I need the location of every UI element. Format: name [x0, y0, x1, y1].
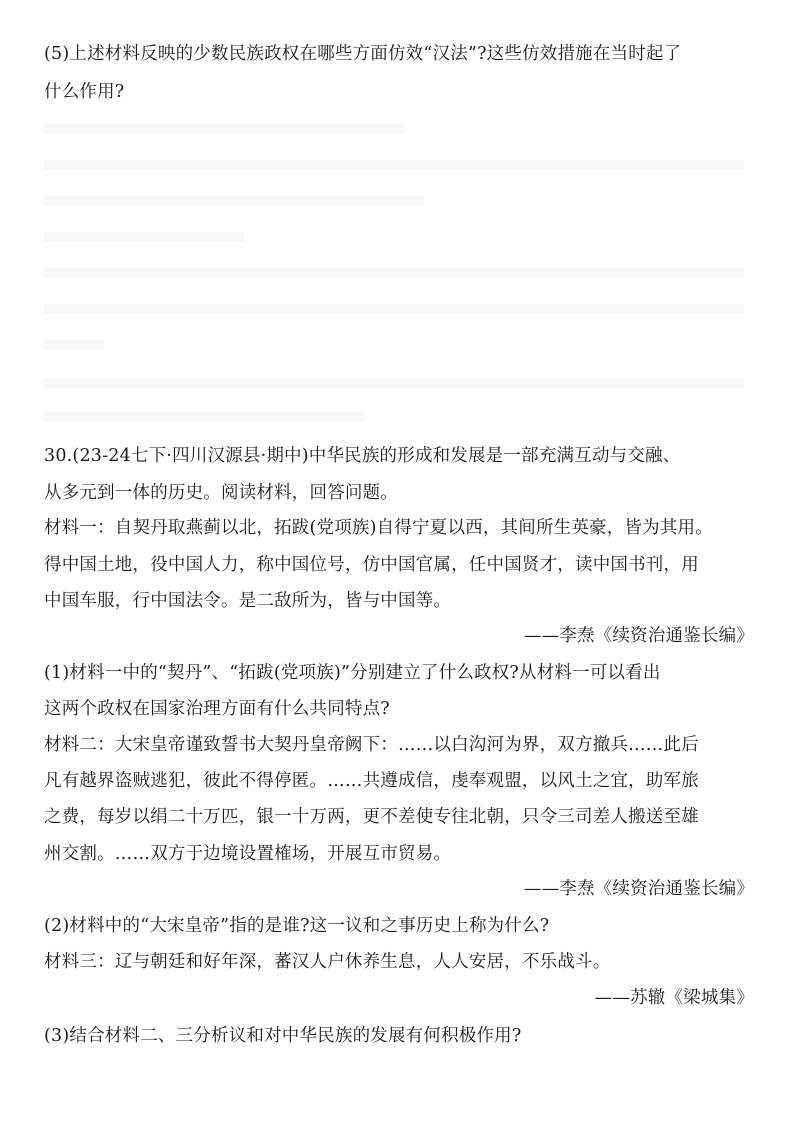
material-1-line-3: 中国车服，行中国法令。是二敌所为，皆与中国等。 [44, 591, 452, 611]
sub-question-3: (3)结合材料二、三分析议和对中华民族的发展有何积极作用? [44, 1026, 522, 1046]
material-2-line-3: 之费，每岁以绢二十万匹，银一十万两，更不差使专往北朝，只令三司差人搬送至雄 [44, 807, 699, 827]
question-5-line-2: 什么作用? [44, 82, 125, 102]
material-3-source: ——苏辙《梁城集》 [594, 988, 754, 1008]
faint-answer-line [44, 160, 744, 170]
sub-question-1-line-1: (1)材料一中的“契丹”、“拓跋(党项族)”分别建立了什么政权?从材料一可以看出 [44, 663, 661, 683]
material-2-line-2: 凡有越界盗贼逃犯，彼此不得停匿。……共遵成信，虔奉观盟，以风土之宜，助军旅 [44, 771, 699, 791]
sub-question-2: (2)材料中的“大宋皇帝”指的是谁?这一议和之事历史上称为什么? [44, 916, 550, 936]
question-30-header-line-1: 30.(23-24七下·四川汉源县·期中)中华民族的形成和发展是一部充满互动与交融、 [44, 446, 681, 466]
faint-answer-line [44, 232, 244, 242]
question-30-header-line-2: 从多元到一体的历史。阅读材料，回答问题。 [44, 483, 398, 503]
material-2-source: ——李焘《续资治通鉴长编》 [523, 879, 754, 899]
faint-answer-line [44, 378, 744, 388]
faint-answer-line [44, 268, 744, 278]
material-1-line-1: 材料一：自契丹取燕蓟以北，拓跋(党项族)自得宁夏以西，其间所生英豪，皆为其用。 [44, 518, 713, 538]
faint-answer-line [44, 196, 424, 206]
faint-answer-line [44, 340, 104, 350]
material-2-line-4: 州交割。……双方于边境设置榷场，开展互市贸易。 [44, 844, 452, 864]
faint-answer-line [44, 412, 364, 422]
sub-question-1-line-2: 这两个政权在国家治理方面有什么共同特点? [44, 699, 390, 719]
material-2-line-1: 材料二：大宋皇帝谨致誓书大契丹皇帝阙下：……以白沟河为界，双方撤兵……此后 [44, 735, 699, 755]
faint-answer-line [44, 304, 744, 314]
material-3-line-1: 材料三：辽与朝廷和好年深，蕃汉人户休养生息，人人安居，不乐战斗。 [44, 952, 611, 972]
question-5-line-1: (5)上述材料反映的少数民族政权在哪些方面仿效“汉法”?这些仿效措施在当时起了 [44, 44, 682, 64]
material-1-source: ——李焘《续资治通鉴长编》 [523, 626, 754, 646]
faint-answer-line [44, 124, 404, 134]
material-1-line-2: 得中国土地，役中国人力，称中国位号，仿中国官属，任中国贤才，读中国书刊，用 [44, 555, 699, 575]
